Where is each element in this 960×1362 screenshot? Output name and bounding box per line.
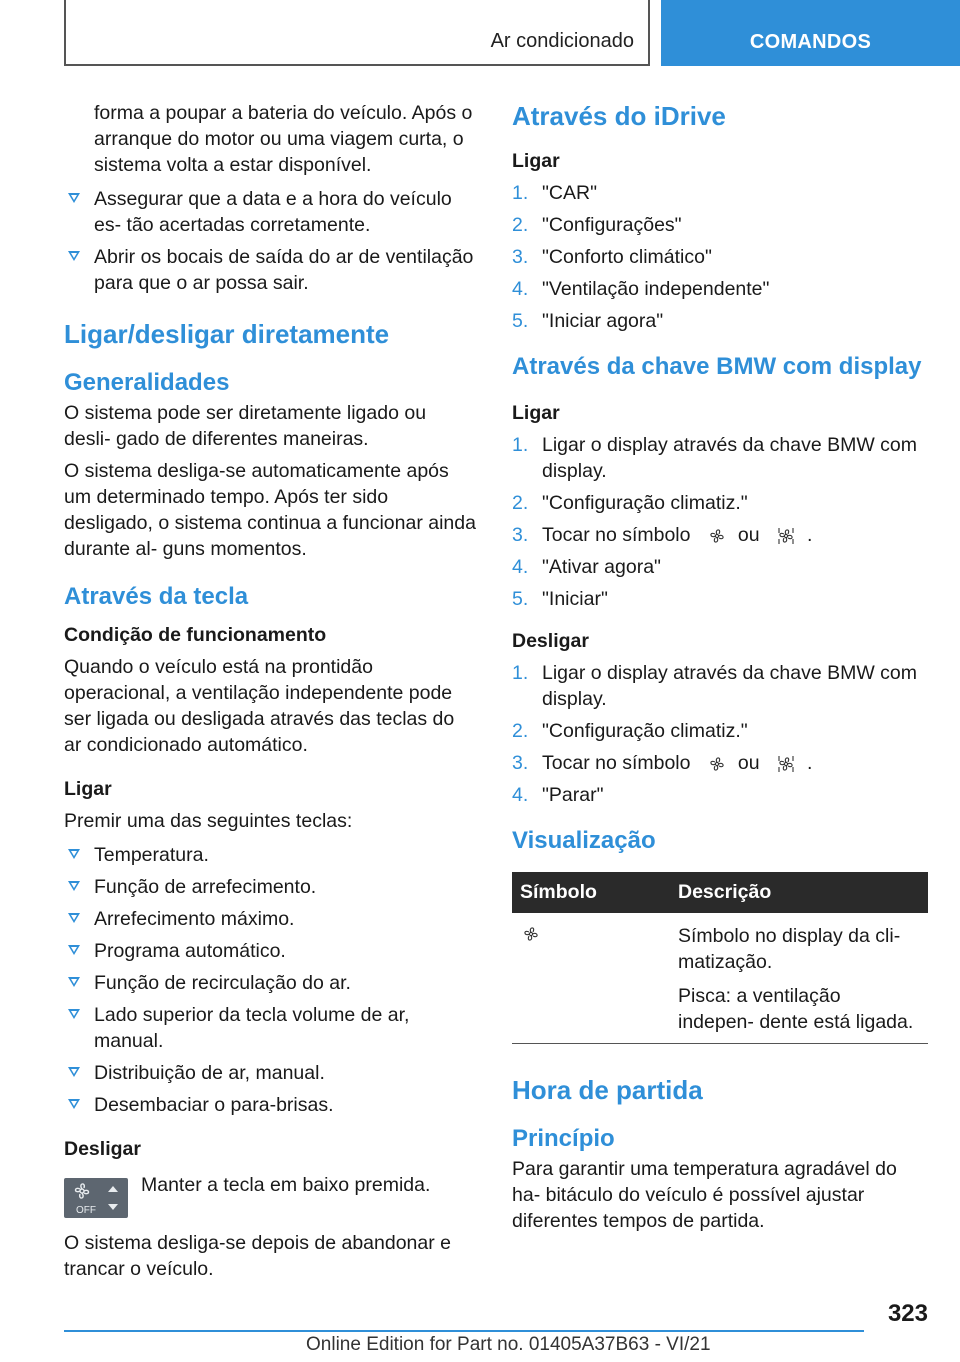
- list-item: 1. Ligar o display através da chave BMW com display.: [512, 662, 917, 710]
- kd-on-steps: [512, 432, 928, 612]
- heading-key: Através da tecla: [64, 583, 249, 610]
- right-column: [512, 100, 928, 1240]
- on-title: Ligar: [64, 778, 112, 800]
- heading-general: Generalidades: [64, 369, 230, 396]
- list-item: 4. "Parar": [512, 784, 604, 806]
- condition-title: Condição de funcionamento: [64, 624, 327, 646]
- general-para-1: O sistema pode ser diretamente ligado ou desli‐ gado de diferentes maneiras.: [64, 402, 427, 450]
- fan-icon: [520, 923, 542, 945]
- table-row: [512, 913, 928, 1044]
- svg-text:OFF: OFF: [76, 1205, 96, 1216]
- list-item: Temperatura.: [64, 842, 476, 868]
- list-item: Lado superior da tecla volume de ar, manual.: [64, 1002, 476, 1054]
- header-section-tab: [661, 0, 960, 66]
- list-item: 1. "CAR": [512, 182, 598, 204]
- kd-on-title: Ligar: [512, 402, 560, 424]
- triangle-bullet-icon: [68, 849, 80, 859]
- list-item: 3. Tocar no símbolo ou .: [512, 524, 813, 546]
- list-item: Assegurar que a data e a hora do veículo es‐ tão acertadas corretamente.: [64, 186, 476, 238]
- principle-text: Para garantir uma temperatura agradável do ha‐ bitáculo do veículo é possível ajustar diferentes tempos de partida.: [512, 1158, 897, 1232]
- heading-direct: Ligar/desligar diretamente: [64, 319, 390, 349]
- triangle-bullet-icon: [68, 1099, 80, 1109]
- triangle-bullet-icon: [68, 945, 80, 955]
- page-number: 323: [887, 1300, 928, 1327]
- heading-principle: Princípio: [512, 1125, 615, 1152]
- heading-key-display: Através da chave BMW com display: [512, 353, 922, 380]
- intro-text: forma a poupar a bateria do veículo. Após o arranque do motor ou uma viagem curta, o sistema volta a estar disponível.: [94, 102, 473, 176]
- triangle-bullet-icon: [68, 977, 80, 987]
- list-item: 2. "Configuração climatiz.": [512, 492, 748, 514]
- header-title-box: [64, 0, 650, 66]
- off-text: Manter a tecla em baixo premida.: [141, 1174, 431, 1196]
- table-header-description: Descrição: [670, 872, 928, 913]
- off-after-text: O sistema desliga-se depois de abandonar e trancar o veículo.: [64, 1232, 451, 1280]
- triangle-bullet-icon: [68, 1067, 80, 1077]
- triangle-bullet-icon: [68, 881, 80, 891]
- general-para-2: O sistema desliga-se automaticamente após um determinado tempo. Após ter sido desligado, o sistema continua a funcionar ainda durante al‐ guns momentos.: [64, 460, 476, 560]
- list-item: 2. "Configurações": [512, 214, 682, 236]
- left-column: [64, 100, 476, 1288]
- idrive-steps: [512, 180, 928, 334]
- list-item: 4. "Ativar agora": [512, 556, 661, 578]
- table-cell-symbol: [512, 913, 670, 1044]
- intro-bullets: [64, 186, 476, 296]
- list-item: 5. "Iniciar": [512, 588, 608, 610]
- idrive-on-title: Ligar: [512, 150, 560, 172]
- table-header-symbol: Símbolo: [512, 872, 670, 913]
- footer-rule: [64, 1330, 864, 1332]
- list-item: Abrir os bocais de saída do ar de ventilação para que o ar possa sair.: [64, 244, 476, 296]
- condition-text: Quando o veículo está na prontidão operacional, a ventilação independente pode ser ligada ou desligada através das teclas do ar condicionado automático.: [64, 656, 455, 756]
- fan-icon: [706, 753, 728, 775]
- table-cell-description: Símbolo no display da cli‐ matização. Pisca: a ventilação indepen‐ dente está ligada.: [670, 913, 928, 1044]
- off-row: [64, 1172, 476, 1220]
- triangle-bullet-icon: [68, 251, 80, 261]
- triangle-bullet-icon: [68, 1009, 80, 1019]
- list-item: 2. "Configuração climatiz.": [512, 720, 748, 742]
- list-item: 1. Ligar o display através da chave BMW com display.: [512, 434, 917, 482]
- on-text: Premir uma das seguintes teclas:: [64, 810, 353, 832]
- keys-list: [64, 842, 476, 1118]
- kd-off-steps: [512, 660, 928, 808]
- fan-ventilation-icon: [775, 753, 797, 775]
- kd-off-title: Desligar: [512, 630, 589, 652]
- heading-departure: Hora de partida: [512, 1075, 703, 1105]
- chapter-title: Ar condicionado: [490, 30, 634, 52]
- list-item: Programa automático.: [64, 938, 476, 964]
- fan-icon: [706, 525, 728, 547]
- list-item: 3. Tocar no símbolo ou .: [512, 752, 813, 774]
- list-item: Distribuição de ar, manual.: [64, 1060, 476, 1086]
- triangle-bullet-icon: [68, 913, 80, 923]
- fan-off-key-icon: [64, 1178, 128, 1218]
- heading-idrive: Através do iDrive: [512, 101, 726, 131]
- list-item: Função de recirculação do ar.: [64, 970, 476, 996]
- footer-edition: Online Edition for Part no. 01405A37B63 - VI/21: [306, 1334, 711, 1355]
- list-item: Desembaciar o para-brisas.: [64, 1092, 476, 1118]
- list-item: 3. "Conforto climático": [512, 246, 712, 268]
- list-item: Função de arrefecimento.: [64, 874, 476, 900]
- triangle-bullet-icon: [68, 193, 80, 203]
- list-item: 5. "Iniciar agora": [512, 310, 664, 332]
- off-title: Desligar: [64, 1138, 141, 1160]
- list-item: Arrefecimento máximo.: [64, 906, 476, 932]
- section-title: COMANDOS: [749, 31, 872, 53]
- symbol-table: [512, 872, 928, 1044]
- heading-display: Visualização: [512, 827, 656, 854]
- fan-ventilation-icon: [775, 525, 797, 547]
- list-item: 4. "Ventilação independente": [512, 278, 770, 300]
